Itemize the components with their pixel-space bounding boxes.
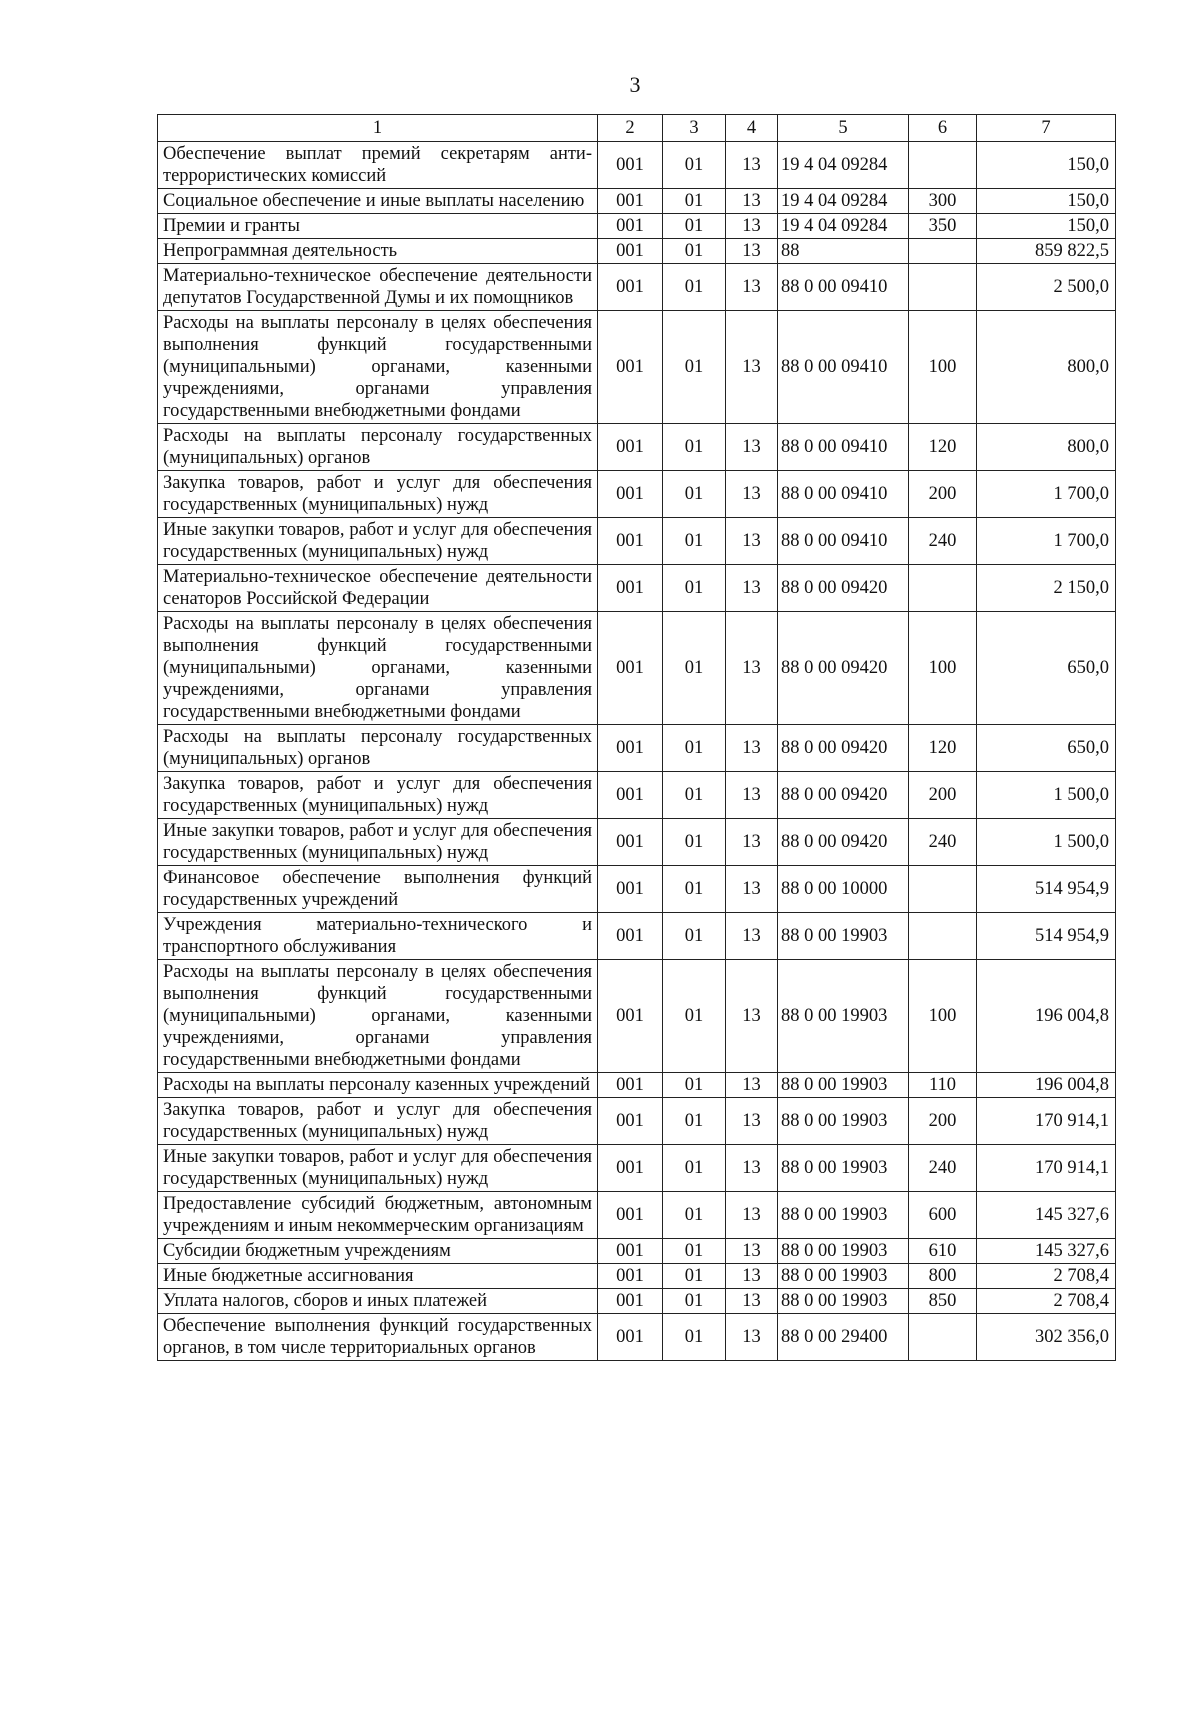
column-header: 4 <box>726 115 778 142</box>
ministry-code-cell: 001 <box>598 565 663 612</box>
section-code-cell: 01 <box>663 565 726 612</box>
subsection-code-cell: 13 <box>726 311 778 424</box>
expense-name-cell: Закупка товаров, работ и услуг для обеспечения государственных (муниципальных) нужд <box>158 1098 598 1145</box>
column-header: 2 <box>598 115 663 142</box>
expense-name-cell: Субсидии бюджетным учреждениям <box>158 1239 598 1264</box>
target-article-cell: 88 0 00 09410 <box>778 518 909 565</box>
ministry-code-cell: 001 <box>598 913 663 960</box>
expense-type-cell: 120 <box>909 725 977 772</box>
section-code-cell: 01 <box>663 189 726 214</box>
expense-type-cell <box>909 913 977 960</box>
amount-cell: 1 700,0 <box>977 518 1116 565</box>
table-row <box>158 1314 1116 1361</box>
section-code-cell: 01 <box>663 772 726 819</box>
section-code-cell: 01 <box>663 725 726 772</box>
target-article-cell: 88 0 00 09420 <box>778 772 909 819</box>
ministry-code-cell: 001 <box>598 725 663 772</box>
amount-cell: 2 708,4 <box>977 1289 1116 1314</box>
ministry-code-cell: 001 <box>598 189 663 214</box>
column-header: 5 <box>778 115 909 142</box>
table-row <box>158 913 1116 960</box>
subsection-code-cell: 13 <box>726 518 778 565</box>
expense-type-cell: 850 <box>909 1289 977 1314</box>
expense-name-cell: Учреждения материально-технического и транспортного обслуживания <box>158 913 598 960</box>
table-body <box>158 142 1116 1361</box>
amount-cell: 650,0 <box>977 725 1116 772</box>
target-article-cell: 88 0 00 09410 <box>778 264 909 311</box>
column-header: 6 <box>909 115 977 142</box>
expense-type-cell <box>909 264 977 311</box>
amount-cell: 1 700,0 <box>977 471 1116 518</box>
expense-name-cell: Непрограммная деятельность <box>158 239 598 264</box>
subsection-code-cell: 13 <box>726 819 778 866</box>
table-row <box>158 612 1116 725</box>
expense-name-cell: Уплата налогов, сборов и иных платежей <box>158 1289 598 1314</box>
subsection-code-cell: 13 <box>726 1264 778 1289</box>
expense-type-cell: 240 <box>909 819 977 866</box>
subsection-code-cell: 13 <box>726 239 778 264</box>
amount-cell: 150,0 <box>977 142 1116 189</box>
table-row <box>158 264 1116 311</box>
target-article-cell: 19 4 04 09284 <box>778 214 909 239</box>
section-code-cell: 01 <box>663 1264 726 1289</box>
section-code-cell: 01 <box>663 471 726 518</box>
expense-type-cell <box>909 239 977 264</box>
subsection-code-cell: 13 <box>726 1098 778 1145</box>
amount-cell: 196 004,8 <box>977 960 1116 1073</box>
section-code-cell: 01 <box>663 960 726 1073</box>
section-code-cell: 01 <box>663 866 726 913</box>
expense-name-cell: Премии и гранты <box>158 214 598 239</box>
target-article-cell: 88 0 00 09410 <box>778 471 909 518</box>
ministry-code-cell: 001 <box>598 311 663 424</box>
expense-type-cell: 200 <box>909 471 977 518</box>
target-article-cell: 88 0 00 19903 <box>778 960 909 1073</box>
subsection-code-cell: 13 <box>726 565 778 612</box>
subsection-code-cell: 13 <box>726 142 778 189</box>
expense-name-cell: Расходы на выплаты персоналу государственных (муниципальных) органов <box>158 424 598 471</box>
amount-cell: 1 500,0 <box>977 772 1116 819</box>
expense-type-cell: 100 <box>909 960 977 1073</box>
ministry-code-cell: 001 <box>598 1098 663 1145</box>
target-article-cell: 88 0 00 10000 <box>778 866 909 913</box>
expense-type-cell: 200 <box>909 1098 977 1145</box>
target-article-cell: 88 <box>778 239 909 264</box>
ministry-code-cell: 001 <box>598 772 663 819</box>
expense-name-cell: Иные закупки товаров, работ и услуг для обеспечения государственных (муниципальных) нужд <box>158 1145 598 1192</box>
subsection-code-cell: 13 <box>726 471 778 518</box>
expense-type-cell <box>909 565 977 612</box>
subsection-code-cell: 13 <box>726 1192 778 1239</box>
ministry-code-cell: 001 <box>598 142 663 189</box>
subsection-code-cell: 13 <box>726 264 778 311</box>
table-row <box>158 866 1116 913</box>
ministry-code-cell: 001 <box>598 264 663 311</box>
amount-cell: 196 004,8 <box>977 1073 1116 1098</box>
amount-cell: 302 356,0 <box>977 1314 1116 1361</box>
amount-cell: 650,0 <box>977 612 1116 725</box>
amount-cell: 800,0 <box>977 424 1116 471</box>
ministry-code-cell: 001 <box>598 819 663 866</box>
table-row <box>158 725 1116 772</box>
subsection-code-cell: 13 <box>726 960 778 1073</box>
section-code-cell: 01 <box>663 1145 726 1192</box>
expense-type-cell: 110 <box>909 1073 977 1098</box>
section-code-cell: 01 <box>663 214 726 239</box>
expense-name-cell: Материально-техническое обеспечение деятельности депутатов Государственной Думы и их помощников <box>158 264 598 311</box>
section-code-cell: 01 <box>663 913 726 960</box>
section-code-cell: 01 <box>663 819 726 866</box>
expense-name-cell: Обеспечение выполнения функций государственных органов, в том числе территориальных органов <box>158 1314 598 1361</box>
expense-name-cell: Иные закупки товаров, работ и услуг для обеспечения государственных (муниципальных) нужд <box>158 819 598 866</box>
target-article-cell: 88 0 00 09420 <box>778 565 909 612</box>
ministry-code-cell: 001 <box>598 612 663 725</box>
table-row <box>158 239 1116 264</box>
amount-cell: 145 327,6 <box>977 1239 1116 1264</box>
budget-table <box>157 114 1116 1361</box>
expense-type-cell: 100 <box>909 311 977 424</box>
ministry-code-cell: 001 <box>598 866 663 913</box>
section-code-cell: 01 <box>663 1073 726 1098</box>
section-code-cell: 01 <box>663 1289 726 1314</box>
expense-name-cell: Финансовое обеспечение выполнения функций государственных учреждений <box>158 866 598 913</box>
table-row <box>158 819 1116 866</box>
expense-name-cell: Обеспечение выплат премий секретарям анти-террористических комиссий <box>158 142 598 189</box>
expense-type-cell: 200 <box>909 772 977 819</box>
target-article-cell: 88 0 00 09410 <box>778 424 909 471</box>
ministry-code-cell: 001 <box>598 1314 663 1361</box>
target-article-cell: 19 4 04 09284 <box>778 189 909 214</box>
section-code-cell: 01 <box>663 1314 726 1361</box>
table-row <box>158 142 1116 189</box>
subsection-code-cell: 13 <box>726 913 778 960</box>
expense-name-cell: Расходы на выплаты персоналу государственных (муниципальных) органов <box>158 725 598 772</box>
table-row <box>158 518 1116 565</box>
table-row <box>158 189 1116 214</box>
amount-cell: 145 327,6 <box>977 1192 1116 1239</box>
expense-type-cell: 800 <box>909 1264 977 1289</box>
expense-type-cell <box>909 142 977 189</box>
ministry-code-cell: 001 <box>598 1192 663 1239</box>
amount-cell: 1 500,0 <box>977 819 1116 866</box>
column-header: 7 <box>977 115 1116 142</box>
table-row <box>158 1289 1116 1314</box>
expense-type-cell: 350 <box>909 214 977 239</box>
target-article-cell: 88 0 00 29400 <box>778 1314 909 1361</box>
ministry-code-cell: 001 <box>598 1073 663 1098</box>
target-article-cell: 88 0 00 09420 <box>778 819 909 866</box>
table-row <box>158 214 1116 239</box>
table-row <box>158 1073 1116 1098</box>
section-code-cell: 01 <box>663 424 726 471</box>
amount-cell: 2 708,4 <box>977 1264 1116 1289</box>
expense-type-cell: 120 <box>909 424 977 471</box>
expense-name-cell: Предоставление субсидий бюджетным, автономным учреждениям и иным некоммерческим организациям <box>158 1192 598 1239</box>
ministry-code-cell: 001 <box>598 1145 663 1192</box>
ministry-code-cell: 001 <box>598 471 663 518</box>
subsection-code-cell: 13 <box>726 214 778 239</box>
section-code-cell: 01 <box>663 612 726 725</box>
expense-name-cell: Расходы на выплаты персоналу казенных учреждений <box>158 1073 598 1098</box>
section-code-cell: 01 <box>663 239 726 264</box>
table-row <box>158 471 1116 518</box>
expense-type-cell: 100 <box>909 612 977 725</box>
subsection-code-cell: 13 <box>726 772 778 819</box>
subsection-code-cell: 13 <box>726 866 778 913</box>
expense-type-cell <box>909 866 977 913</box>
subsection-code-cell: 13 <box>726 1289 778 1314</box>
amount-cell: 2 500,0 <box>977 264 1116 311</box>
expense-type-cell: 610 <box>909 1239 977 1264</box>
expense-type-cell: 300 <box>909 189 977 214</box>
target-article-cell: 19 4 04 09284 <box>778 142 909 189</box>
table-row <box>158 1098 1116 1145</box>
target-article-cell: 88 0 00 09410 <box>778 311 909 424</box>
subsection-code-cell: 13 <box>726 725 778 772</box>
target-article-cell: 88 0 00 19903 <box>778 913 909 960</box>
expense-name-cell: Иные бюджетные ассигнования <box>158 1264 598 1289</box>
section-code-cell: 01 <box>663 518 726 565</box>
subsection-code-cell: 13 <box>726 424 778 471</box>
amount-cell: 170 914,1 <box>977 1098 1116 1145</box>
amount-cell: 514 954,9 <box>977 913 1116 960</box>
ministry-code-cell: 001 <box>598 214 663 239</box>
table-row <box>158 1264 1116 1289</box>
table-row <box>158 565 1116 612</box>
expense-type-cell: 240 <box>909 518 977 565</box>
expense-type-cell <box>909 1314 977 1361</box>
amount-cell: 800,0 <box>977 311 1116 424</box>
target-article-cell: 88 0 00 09420 <box>778 725 909 772</box>
target-article-cell: 88 0 00 19903 <box>778 1289 909 1314</box>
expense-name-cell: Материально-техническое обеспечение деятельности сенаторов Российской Федерации <box>158 565 598 612</box>
ministry-code-cell: 001 <box>598 518 663 565</box>
amount-cell: 170 914,1 <box>977 1145 1116 1192</box>
subsection-code-cell: 13 <box>726 189 778 214</box>
table-row <box>158 424 1116 471</box>
ministry-code-cell: 001 <box>598 424 663 471</box>
amount-cell: 2 150,0 <box>977 565 1116 612</box>
table-row <box>158 311 1116 424</box>
ministry-code-cell: 001 <box>598 239 663 264</box>
ministry-code-cell: 001 <box>598 1264 663 1289</box>
amount-cell: 150,0 <box>977 214 1116 239</box>
subsection-code-cell: 13 <box>726 1145 778 1192</box>
table-row <box>158 772 1116 819</box>
expense-name-cell: Расходы на выплаты персоналу в целях обеспечения выполнения функций государственными (муниципальными) органами, казенными учреждениями, органами управления государственными внебюджетными фондами <box>158 960 598 1073</box>
target-article-cell: 88 0 00 19903 <box>778 1145 909 1192</box>
ministry-code-cell: 001 <box>598 1289 663 1314</box>
target-article-cell: 88 0 00 19903 <box>778 1192 909 1239</box>
expense-name-cell: Расходы на выплаты персоналу в целях обеспечения выполнения функций государственными (муниципальными) органами, казенными учреждениями, органами управления государственными внебюджетными фондами <box>158 612 598 725</box>
subsection-code-cell: 13 <box>726 1239 778 1264</box>
expense-name-cell: Социальное обеспечение и иные выплаты населению <box>158 189 598 214</box>
amount-cell: 859 822,5 <box>977 239 1116 264</box>
table-row <box>158 1239 1116 1264</box>
expense-name-cell: Расходы на выплаты персоналу в целях обеспечения выполнения функций государственными (муниципальными) органами, казенными учреждениями, органами управления государственными внебюджетными фондами <box>158 311 598 424</box>
section-code-cell: 01 <box>663 1239 726 1264</box>
expense-type-cell: 600 <box>909 1192 977 1239</box>
target-article-cell: 88 0 00 19903 <box>778 1264 909 1289</box>
table-row <box>158 1145 1116 1192</box>
target-article-cell: 88 0 00 09420 <box>778 612 909 725</box>
target-article-cell: 88 0 00 19903 <box>778 1098 909 1145</box>
target-article-cell: 88 0 00 19903 <box>778 1073 909 1098</box>
section-code-cell: 01 <box>663 264 726 311</box>
amount-cell: 514 954,9 <box>977 866 1116 913</box>
ministry-code-cell: 001 <box>598 1239 663 1264</box>
column-header: 3 <box>663 115 726 142</box>
expense-name-cell: Закупка товаров, работ и услуг для обеспечения государственных (муниципальных) нужд <box>158 772 598 819</box>
subsection-code-cell: 13 <box>726 612 778 725</box>
column-header: 1 <box>158 115 598 142</box>
expense-name-cell: Закупка товаров, работ и услуг для обеспечения государственных (муниципальных) нужд <box>158 471 598 518</box>
section-code-cell: 01 <box>663 1192 726 1239</box>
table-header-row <box>158 115 1116 142</box>
section-code-cell: 01 <box>663 142 726 189</box>
page-number: 3 <box>629 72 641 97</box>
ministry-code-cell: 001 <box>598 960 663 1073</box>
expense-type-cell: 240 <box>909 1145 977 1192</box>
target-article-cell: 88 0 00 19903 <box>778 1239 909 1264</box>
subsection-code-cell: 13 <box>726 1073 778 1098</box>
section-code-cell: 01 <box>663 311 726 424</box>
section-code-cell: 01 <box>663 1098 726 1145</box>
table-row <box>158 1192 1116 1239</box>
amount-cell: 150,0 <box>977 189 1116 214</box>
table-row <box>158 960 1116 1073</box>
subsection-code-cell: 13 <box>726 1314 778 1361</box>
expense-name-cell: Иные закупки товаров, работ и услуг для обеспечения государственных (муниципальных) нужд <box>158 518 598 565</box>
